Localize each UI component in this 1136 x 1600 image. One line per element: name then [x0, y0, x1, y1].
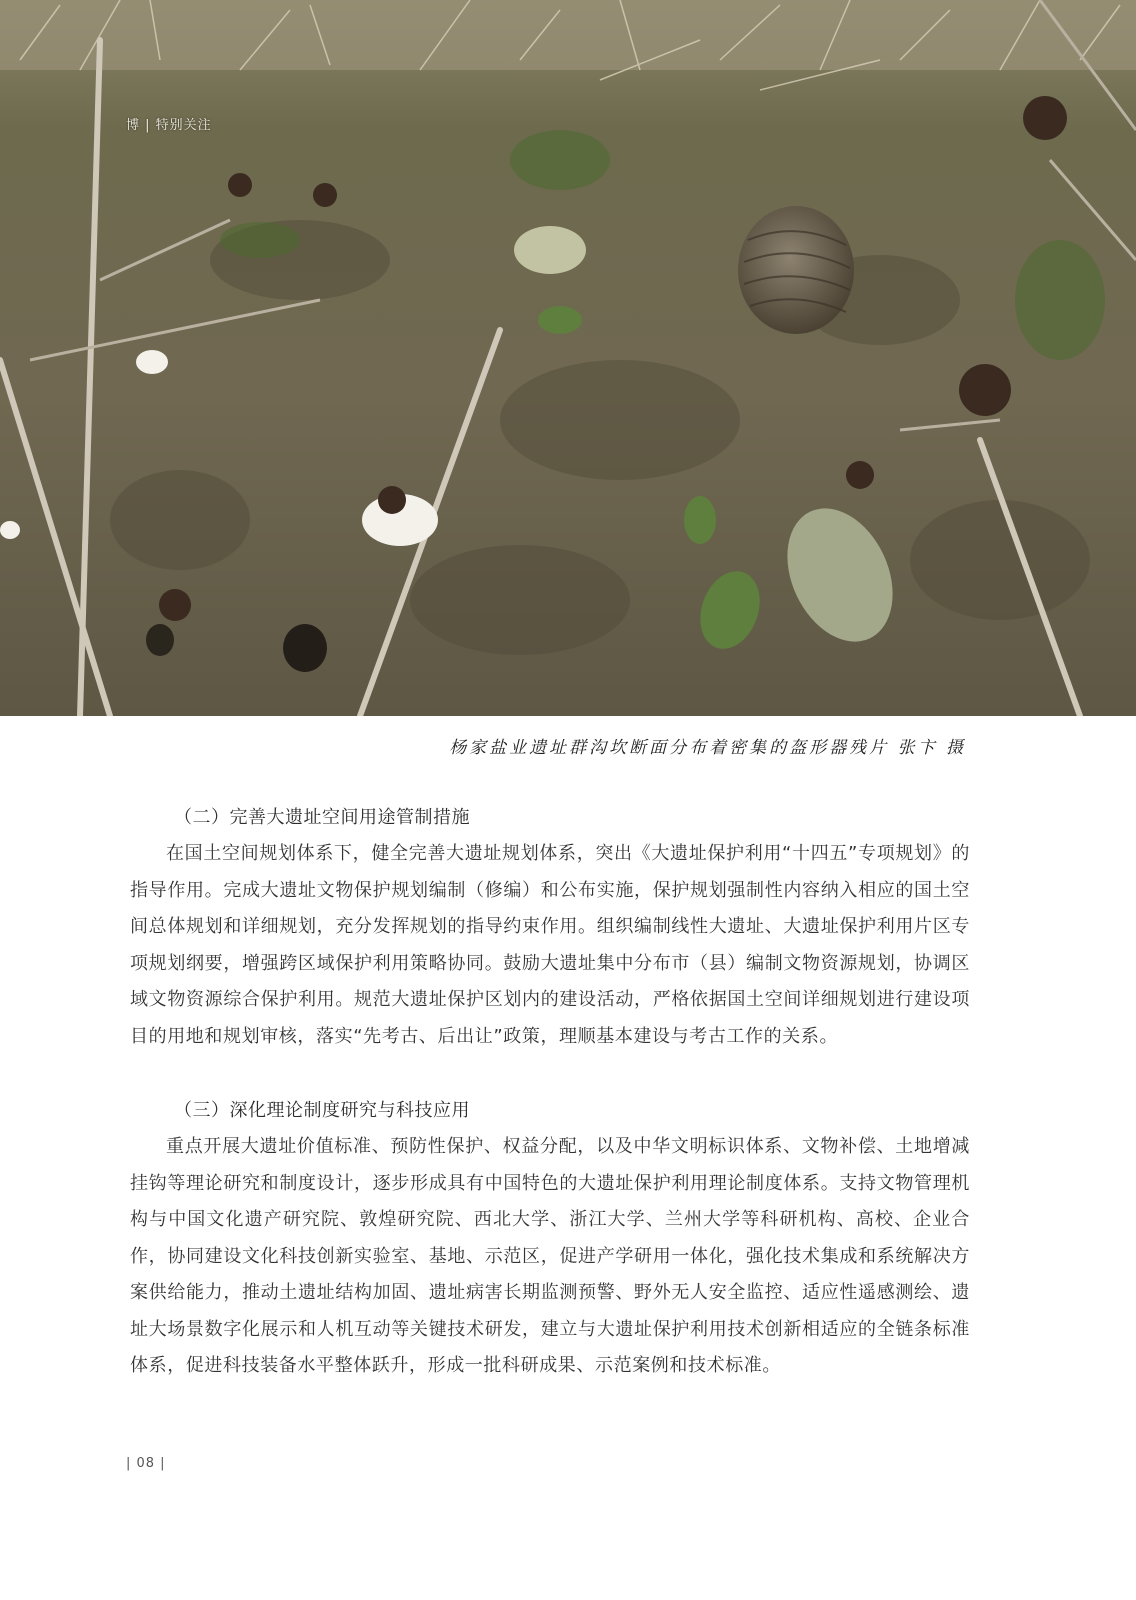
section-spatial-control — [130, 800, 970, 1055]
section-paragraph: 在国土空间规划体系下，健全完善大遗址规划体系，突出《大遗址保护利用“十四五”专项规划》的指导作用。完成大遗址文物保护规划编制（修编）和公布实施，保护规划强制性内容纳入相应的国土空间总体规划和详细规划，充分发挥规划的指导约束作用。组织编制线性大遗址、大遗址保护利用片区专项规划纲要，增强跨区域保护利用策略协同。鼓励大遗址集中分布市（县）编制文物资源规划，协调区域文物资源综合保护利用。规范大遗址保护区划内的建设活动，严格依据国土空间详细规划进行建设项目的用地和规划审核，落实“先考古、后出让”政策，理顺基本建设与考古工作的关系。 — [130, 843, 970, 1047]
excavation-photo — [0, 0, 1136, 716]
section-paragraph: 重点开展大遗址价值标准、预防性保护、权益分配，以及中华文明标识体系、文物补偿、土地增减挂钩等理论研究和制度设计，逐步形成具有中国特色的大遗址保护利用理论制度体系。支持文物管理机构与中国文化遗产研究院、敦煌研究院、西北大学、浙江大学、兰州大学等科研机构、高校、企业合作，协同建设文化科技创新实验室、基地、示范区，促进产学研用一体化，强化技术集成和系统解决方案供给能力，推动土遗址结构加固、遗址病害长期监测预警、野外无人安全监控、适应性遥感测绘、遗址大场景数字化展示和人机互动等关键技术研发，建立与大遗址保护利用技术创新相适应的全链条标准体系，促进科技装备水平整体跃升，形成一批科研成果、示范案例和技术标准。 — [130, 1136, 970, 1376]
photo-caption: 杨家盐业遗址群沟坎断面分布着密集的盔形器残片 张卞 摄 — [449, 738, 966, 758]
section-heading: （三）深化理论制度研究与科技应用 — [174, 1100, 470, 1121]
soil-section-illustration — [0, 0, 1136, 716]
article-body — [130, 800, 970, 1423]
section-heading: （二）完善大遗址空间用途管制措施 — [174, 807, 470, 828]
section-theory-technology — [130, 1093, 970, 1385]
page-number: | 08 | — [126, 1456, 166, 1471]
column-tag: 博 | 特别关注 — [126, 118, 212, 133]
